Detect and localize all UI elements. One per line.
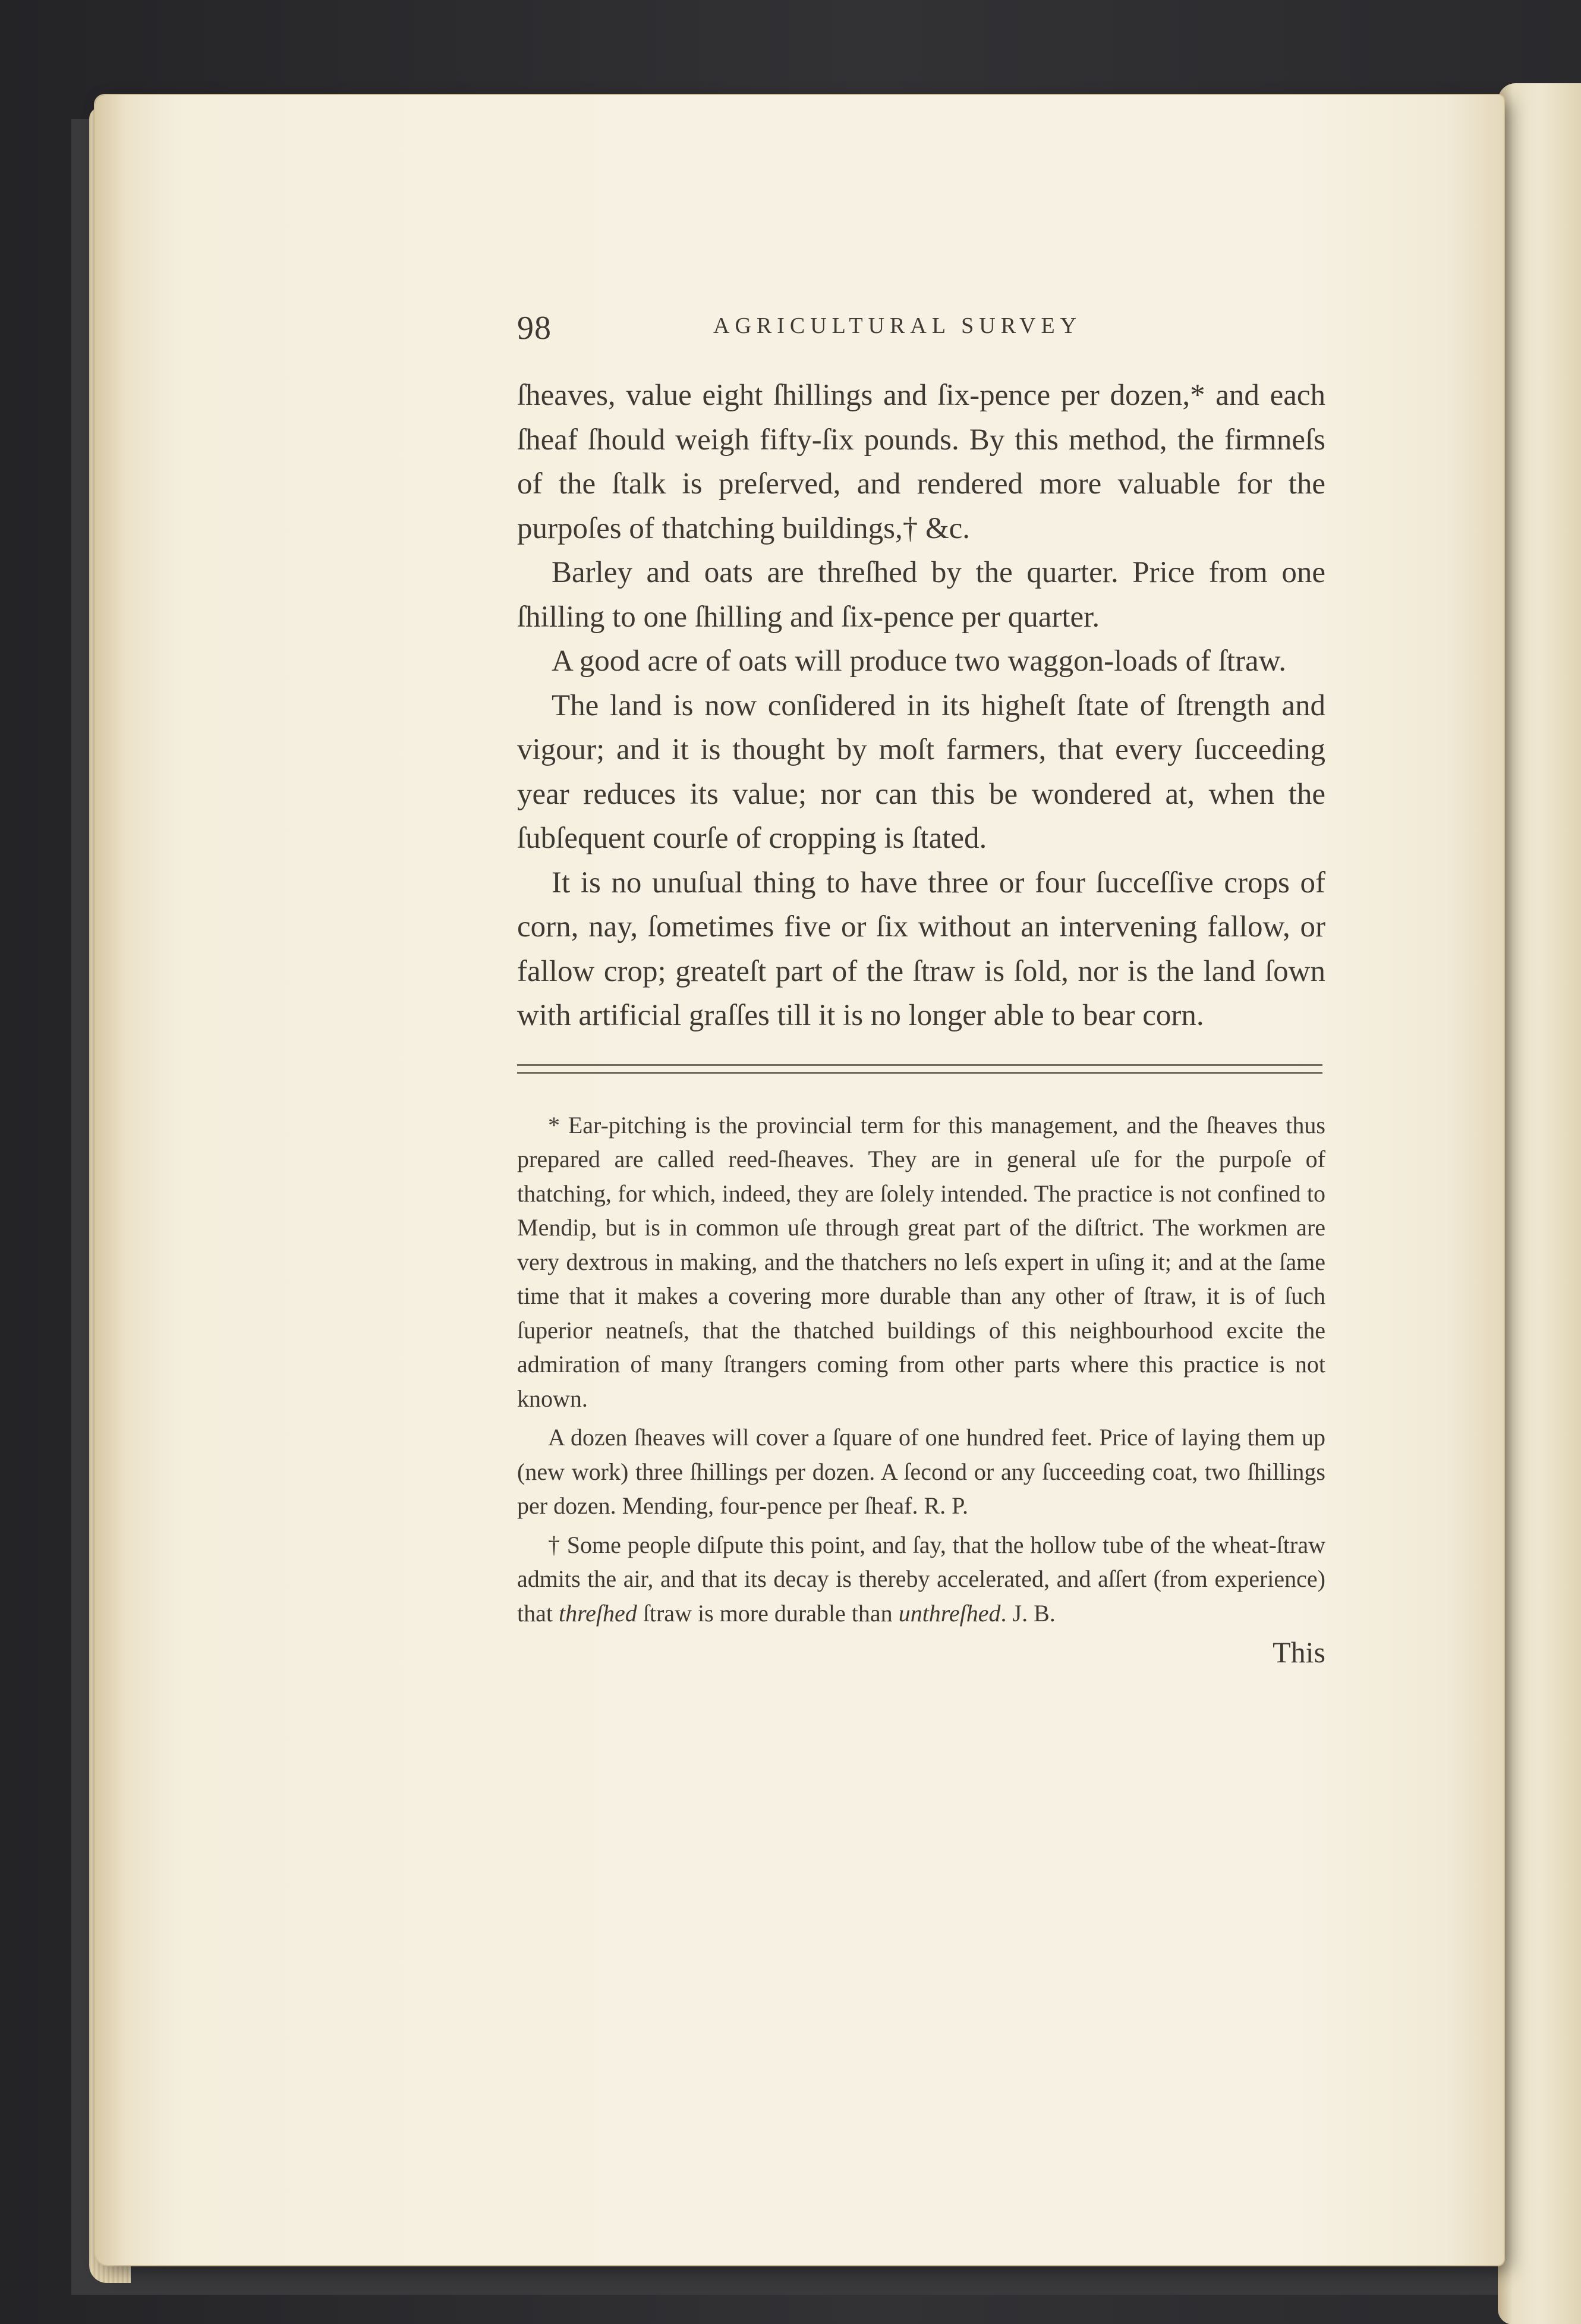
running-head bbox=[517, 309, 1325, 351]
page-number: 98 bbox=[517, 310, 552, 347]
footnote-italic-term: threſhed bbox=[558, 1599, 637, 1627]
body-paragraph: The land is now conſidered in its higheſt ſtate of ſtrength and vigour; and it is thought by moſt farmers, that every ſucceeding year reduces its value; nor can this be wondered at, when the ſubſequent courſe of cropping is ſtated. bbox=[517, 688, 1325, 855]
body-paragraph: Barley and oats are threſhed by the quarter. Price from one ſhilling to one ſhilling and ſix-pence per quarter. bbox=[517, 556, 1325, 634]
body-paragraph: ſheaves, value eight ſhillings and ſix-pence per dozen,* and each ſheaf ſhould weigh fifty-ſix pounds. By this method, the firmneſs of the ſtalk is preſerved, and rendered more valuable for the purpoſes of thatching buildings,† &c. bbox=[517, 379, 1325, 545]
footnotes bbox=[517, 1108, 1325, 1631]
footnote-dozen-sheaves: A dozen ſheaves will cover a ſquare of one hundred feet. Price of laying them up (new work) three ſhillings per dozen. A ſecond or any ſucceeding coat, two ſhillings per dozen. Mending, four-pence per ſheaf. R. P. bbox=[517, 1424, 1325, 1519]
body-paragraph: A good acre of oats will produce two waggon-loads of ſtraw. bbox=[552, 644, 1286, 678]
body-text bbox=[517, 373, 1325, 1038]
footnote-dagger-text: † Some people diſpute this point, and ſay, that the hollow tube of the wheat-ſtraw admits the air, and that its decay is thereby accelerated, and aſſert (from experience) that bbox=[517, 1531, 1325, 1627]
facing-page-edge bbox=[1498, 83, 1581, 2324]
running-title: AGRICULTURAL SURVEY bbox=[713, 313, 1082, 338]
catchword: This bbox=[1273, 1636, 1325, 1669]
body-paragraph: It is no unuſual thing to have three or four ſucceſſive crops of corn, nay, ſometimes five or ſix without an intervening fallow, or fallow crop; greateſt part of the ſtraw is ſold, nor is the land ſown with artificial graſſes till it is no longer able to bear corn. bbox=[517, 866, 1325, 1032]
footnote-dagger bbox=[517, 1528, 1325, 1631]
footnote-italic-term: unthreſhed bbox=[898, 1599, 1001, 1627]
footnote-separator-rule bbox=[517, 1064, 1322, 1074]
footnote-ear-pitching: * Ear-pitching is the provincial term for this management, and the ſheaves thus prepared are called reed-ſheaves. They are in general uſe for the purpoſe of thatching, for which, indeed, they are ſolely intended. The practice is not confined to Mendip, but is in common uſe through great part of the diſtrict. The workmen are very dextrous in making, and the thatchers no leſs expert in uſing it; and at the ſame time that it makes a covering more durable than any other of ſtraw, it is of ſuch ſuperior neatneſs, that the thatched buildings of this neighbourhood excite the admiration of many ſtrangers coming from other parts where this practice is not known. bbox=[517, 1111, 1325, 1412]
footnote-dagger-text: ſtraw is more durable than bbox=[637, 1599, 899, 1627]
page-text bbox=[517, 309, 1325, 1669]
footnote-dagger-text: . J. B. bbox=[1000, 1599, 1056, 1627]
